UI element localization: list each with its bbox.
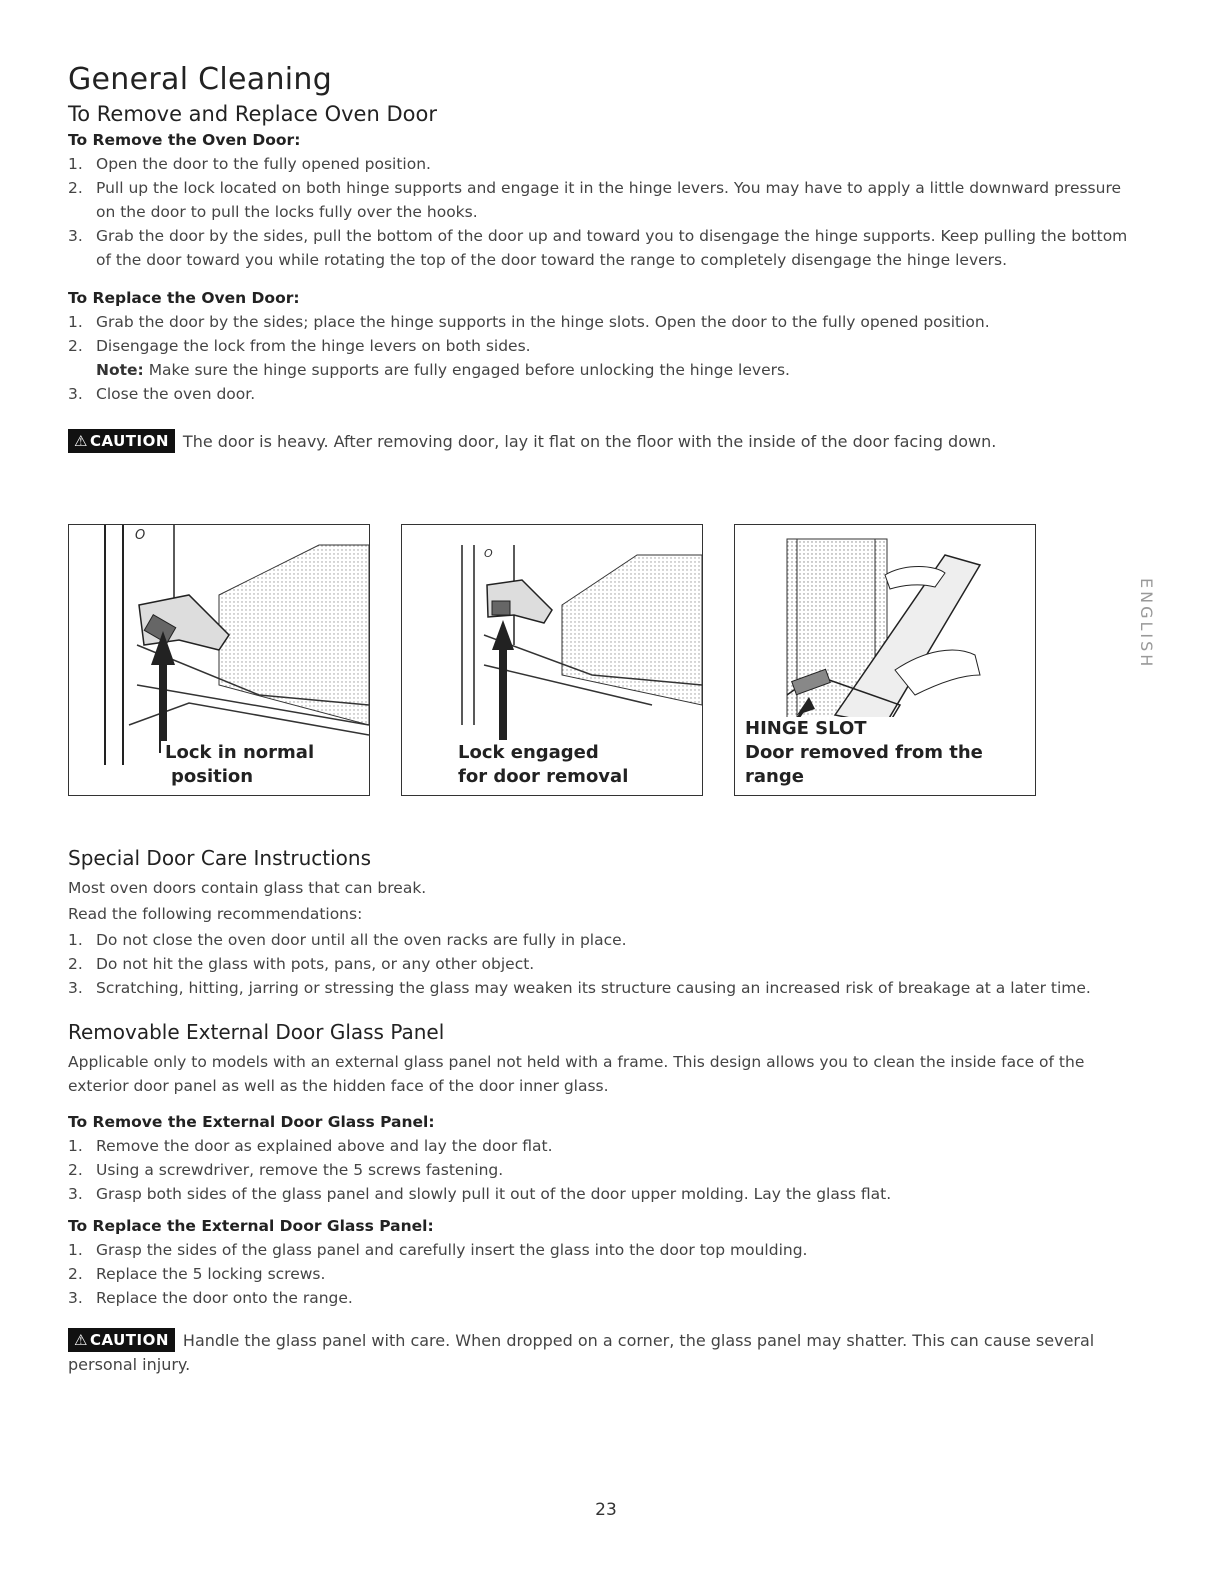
figure-lock-engaged <box>401 524 703 796</box>
list-item: 1. Do not close the oven door until all the oven racks are fully in place. <box>68 931 627 949</box>
figure-hinge-slot <box>734 524 1036 796</box>
page-content <box>68 62 1138 1374</box>
section-heading-special-care: Special Door Care Instructions <box>68 846 371 870</box>
replace-door-steps <box>68 310 1138 406</box>
caution-badge: ⚠ CAUTION <box>68 1328 175 1352</box>
figure-caption: HINGE SLOT Door removed from the range <box>741 717 1035 789</box>
section-heading-remove-replace: To Remove and Replace Oven Door <box>68 102 437 126</box>
intro-text: Most oven doors contain glass that can break. <box>68 879 427 897</box>
special-door-care-section <box>68 844 1138 1377</box>
door-figures <box>68 524 1038 796</box>
list-item: 2. Pull up the lock located on both hinge supports and engage it in the hinge levers. You may have to apply a little downward pressure on the door to pull the locks fully over the hooks. <box>68 179 1122 221</box>
remove-glass-heading: To Remove the External Door Glass Panel: <box>68 1113 435 1131</box>
list-item: 3. Grab the door by the sides, pull the bottom of the door up and toward you to disengage the hinge supports. Keep pulling the bottom of the door toward you while rotating the top of the door toward the range to completely disengage the hinge levers. <box>68 227 1128 269</box>
language-side-tab: ENGLISH <box>1137 578 1156 670</box>
warning-triangle-icon: ⚠ <box>74 1331 88 1349</box>
remove-door-steps <box>68 152 1138 272</box>
intro-text: Read the following recommendations: <box>68 905 363 923</box>
special-care-steps <box>68 928 1138 1000</box>
figure-caption: Lock engaged for door removal <box>454 741 634 789</box>
note-text: Make sure the hinge supports are fully engaged before unlocking the hinge levers. <box>148 361 790 379</box>
note-label: Note: <box>96 361 144 379</box>
list-item: 3. Scratching, hitting, jarring or stressing the glass may weaken its structure causing an increased risk of breakage at a later time. <box>68 979 1091 997</box>
up-arrow-icon <box>492 620 514 650</box>
remove-glass-steps <box>68 1134 1138 1206</box>
list-item: 3. Replace the door onto the range. <box>68 1289 353 1307</box>
caution-text: Handle the glass panel with care. When dropped on a corner, the glass panel may shatter. This can cause several personal injury. <box>68 1331 1095 1374</box>
replace-glass-heading: To Replace the External Door Glass Panel: <box>68 1217 434 1235</box>
list-item: 2. Using a screwdriver, remove the 5 screws fastening. <box>68 1161 504 1179</box>
figure-lock-normal <box>68 524 370 796</box>
replace-door-heading: To Replace the Oven Door: <box>68 289 300 307</box>
list-item: 1. Grab the door by the sides; place the hinge supports in the hinge slots. Open the door to the fully opened position. <box>68 313 990 331</box>
caution-badge: ⚠ CAUTION <box>68 429 175 453</box>
list-item: 1. Grasp the sides of the glass panel and carefully insert the glass into the door top moulding. <box>68 1241 808 1259</box>
warning-triangle-icon: ⚠ <box>74 432 88 450</box>
list-item: 2. Do not hit the glass with pots, pans, or any other object. <box>68 955 535 973</box>
caution-door-heavy <box>68 429 1138 454</box>
replace-glass-steps <box>68 1238 1138 1310</box>
svg-text:O: O <box>135 528 146 543</box>
list-item: 1. Open the door to the fully opened position. <box>68 155 431 173</box>
list-item: 3. Close the oven door. <box>68 385 256 403</box>
svg-text:O: O <box>484 547 493 560</box>
list-item: 3. Grasp both sides of the glass panel and slowly pull it out of the door upper molding. Lay the glass flat. <box>68 1185 892 1203</box>
section-heading-external-glass: Removable External Door Glass Panel <box>68 1020 445 1044</box>
figure-caption: Lock in normal position <box>161 741 320 789</box>
caution-text: The door is heavy. After removing door, lay it flat on the floor with the inside of the door facing down. <box>182 432 997 451</box>
caution-glass-panel <box>68 1328 1138 1377</box>
remove-door-heading: To Remove the Oven Door: <box>68 131 301 149</box>
list-item: 2. Replace the 5 locking screws. <box>68 1265 326 1283</box>
external-glass-intro: Applicable only to models with an external glass panel not held with a frame. This design allows you to clean the inside face of the exterior door panel as well as the hidden face of the door inner glass. <box>68 1053 1085 1095</box>
list-item: 1. Remove the door as explained above and lay the door flat. <box>68 1137 553 1155</box>
page-title: General Cleaning <box>68 62 333 97</box>
list-item: 2. Disengage the lock from the hinge levers on both sides. Note: Make sure the hinge supports are fully engaged before unlocking the hinge levers. <box>68 337 790 379</box>
page-number: 23 <box>595 1500 617 1520</box>
